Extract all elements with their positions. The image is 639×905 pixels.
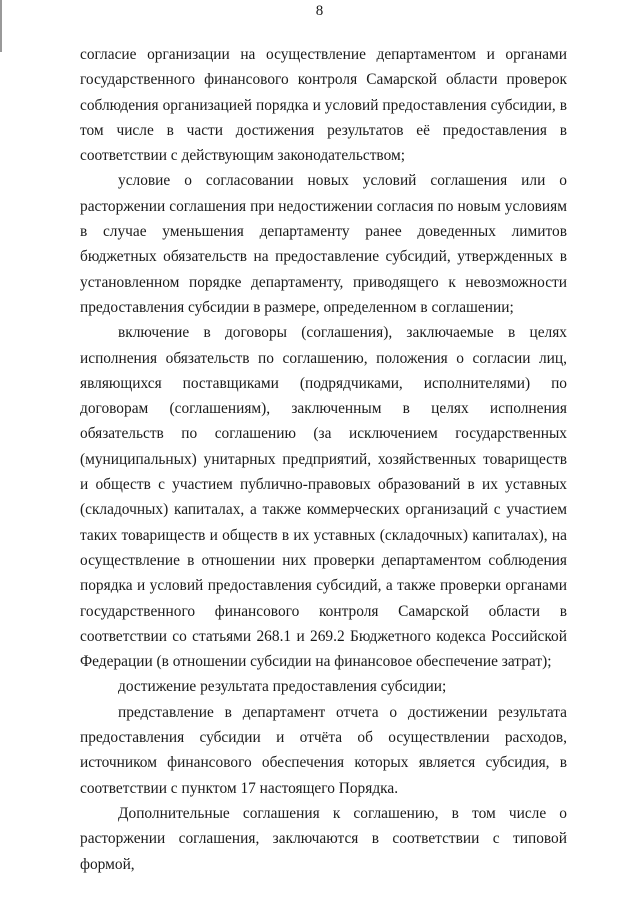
paragraph: согласие организации на осуществление департаментом и органами государственного финансового контроля Самарской области проверок соблюдения организацией порядка и условий предоставления субсидии, в том числе в части достижения результатов её предоставления в соответствии с действующим законодательством; [80,46,567,165]
paragraph: условие о согласовании новых условий соглашения или о расторжении соглашения при недостижении согласия по новым условиям в случае уменьшения департаменту ранее доведенных лимитов бюджетных обязательств на предоставление субсидий, утвержденных в установленном порядке департаменту, приводящего к невозможности предоставления субсидии в размере, определенном в соглашении; [80,172,567,316]
page-number: 8 [315,3,324,19]
document-body [80,42,567,877]
paragraph: включение в договоры (соглашения), заключаемые в целях исполнения обязательств по соглашению, положения о согласии лиц, являющихся поставщиками (подрядчиками, исполнителями) по договорам (соглашениям), заключенным в целях исполнения обязательств по соглашению (за исключением государственных (муниципальных) унитарных предприятий, хозяйственных товариществ и обществ с участием публично-правовых образований в их уставных (складочных) капиталах, а также коммерческих организаций с участием таких товариществ и обществ в их уставных (складочных) капиталах), на осуществление в отношении них проверки департаментом соблюдения порядка и условий предоставления субсидий, а также проверки органами государственного финансового контроля Самарской области в соответствии со статьями 268.1 и 269.2 Бюджетного кодекса Российской Федерации (в отношении субсидии на финансовое обеспечение затрат); [80,324,567,671]
paragraph: Дополнительные соглашения к соглашению, в том числе о расторжении соглашения, заключаются в соответствии с типовой формой, [80,804,567,873]
paragraph: достижение результата предоставления субсидии; [118,678,447,696]
paragraph: представление в департамент отчета о достижении результата предоставления субсидии и отчёта об осуществлении расходов, источником финансового обеспечения которых является субсидия, в соответствии с пунктом 17 настоящего Порядка. [80,703,567,797]
